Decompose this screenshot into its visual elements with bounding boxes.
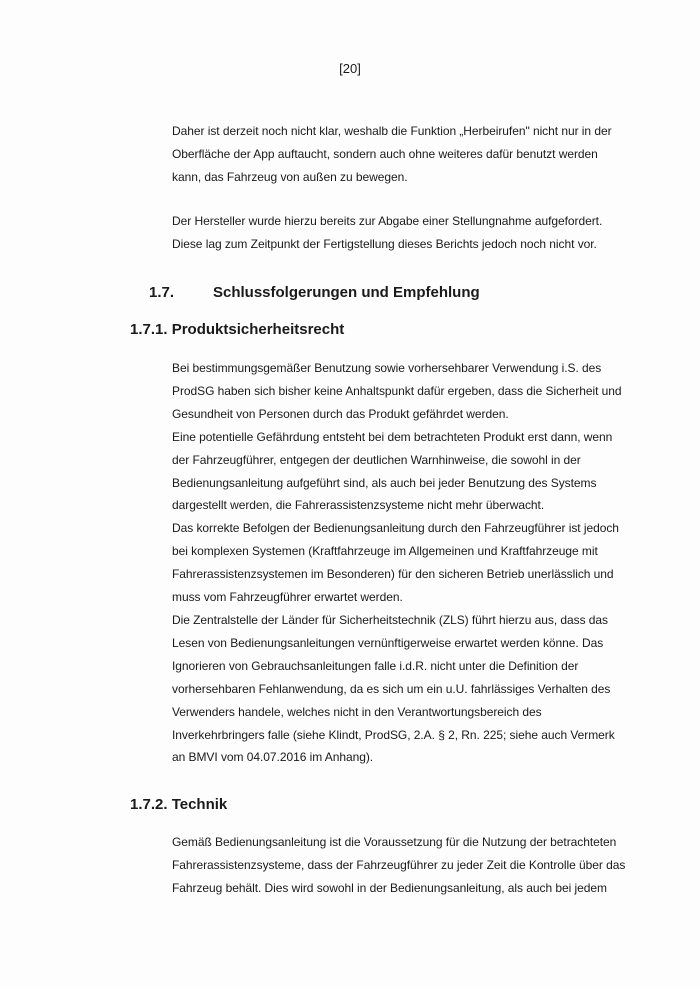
text-line: Die Zentralstelle der Länder für Sicherheitstechnik (ZLS) führt hierzu aus, dass das <box>172 612 609 627</box>
text-line: der Fahrzeugführer, entgegen der deutlichen Warnhinweise, die sowohl in der <box>172 452 581 467</box>
text-line: bei komplexen Systemen (Kraftfahrzeuge im Allgemeinen und Kraftfahrzeuge mit <box>172 544 598 559</box>
text-line: Diese lag zum Zeitpunkt der Fertigstellung dieses Berichts jedoch noch nicht vor. <box>172 236 597 251</box>
text-line: Das korrekte Befolgen der Bedienungsanleitung durch den Fahrzeugführer ist jedoch <box>172 521 619 536</box>
text-line: kann, das Fahrzeug von außen zu bewegen. <box>172 169 408 184</box>
text-line: Gemäß Bedienungsanleitung ist die Voraussetzung für die Nutzung der betrachteten <box>172 835 617 849</box>
text-line: Fahrerassistenzsystemen im Besonderen) für den sicheren Betrieb unerlässlich und <box>172 567 614 582</box>
text-line: Fahrerassistenzsysteme, dass der Fahrzeugführer zu jeder Zeit die Kontrolle über das <box>172 857 626 872</box>
section-heading-1-7-2: 1.7.2. Technik <box>130 796 228 813</box>
text-line: Fahrzeug behält. Dies wird sowohl in der Bedienungsanleitung, als auch bei jedem <box>172 880 607 895</box>
text-line: muss vom Fahrzeugführer erwartet werden. <box>172 590 403 605</box>
text-line: Eine potentielle Gefährdung entsteht bei dem betrachteten Produkt erst dann, wenn <box>172 429 613 444</box>
text-line: vorhersehbaren Fehlanwendung, da es sich um ein u.U. fahrlässiges Verhalten des <box>172 681 611 696</box>
page-number: [20] <box>339 61 361 76</box>
text-line: Der Hersteller wurde hierzu bereits zur Abgabe einer Stellungnahme aufgefordert. <box>172 214 603 228</box>
text-line: Inverkehrbringers falle (siehe Klindt, ProdSG, 2.A. § 2, Rn. 225; siehe auch Vermerk <box>172 727 615 742</box>
text-line: Oberfläche der App auftaucht, sondern auch ohne weiteres dafür benutzt werden <box>172 146 598 161</box>
section-1-7-2-body <box>172 831 626 900</box>
text-line: dargestellt werden, die Fahrerassistenzsysteme nicht mehr überwacht. <box>172 498 545 513</box>
section-heading-1-7 <box>149 283 480 303</box>
text-line: Bei bestimmungsgemäßer Benutzung sowie vorhersehbarer Verwendung i.S. des <box>172 361 602 375</box>
section-number: 1.7. <box>149 284 175 301</box>
section-title: Schlussfolgerungen und Empfehlung <box>213 284 480 301</box>
text-line: Gesundheit von Personen durch das Produkt gefährdet werden. <box>172 406 509 421</box>
text-line: Lesen von Bedienungsanleitungen vernünftigerweise erwartet werden könne. Das <box>172 635 604 650</box>
section-heading-1-7-1: 1.7.1. Produktsicherheitsrecht <box>130 321 345 338</box>
text-line: Daher ist derzeit noch nicht klar, weshalb die Funktion „Herbeirufen" nicht nur in der <box>172 124 612 138</box>
intro-paragraph-1 <box>172 120 612 189</box>
text-line: an BMVI vom 04.07.2016 im Anhang). <box>172 750 374 765</box>
intro-paragraph-2 <box>172 210 612 256</box>
text-line: Ignorieren von Gebrauchsanleitungen falle i.d.R. nicht unter die Definition der <box>172 658 579 673</box>
section-1-7-1-body <box>172 357 622 769</box>
text-line: Verwenders handele, welches nicht in den Verantwortungsbereich des <box>172 704 542 719</box>
text-line: Bedienungsanleitung aufgeführt sind, als auch bei jeder Benutzung des Systems <box>172 475 597 490</box>
text-line: ProdSG haben sich bisher keine Anhaltspunkt dafür ergeben, dass die Sicherheit und <box>172 383 622 398</box>
